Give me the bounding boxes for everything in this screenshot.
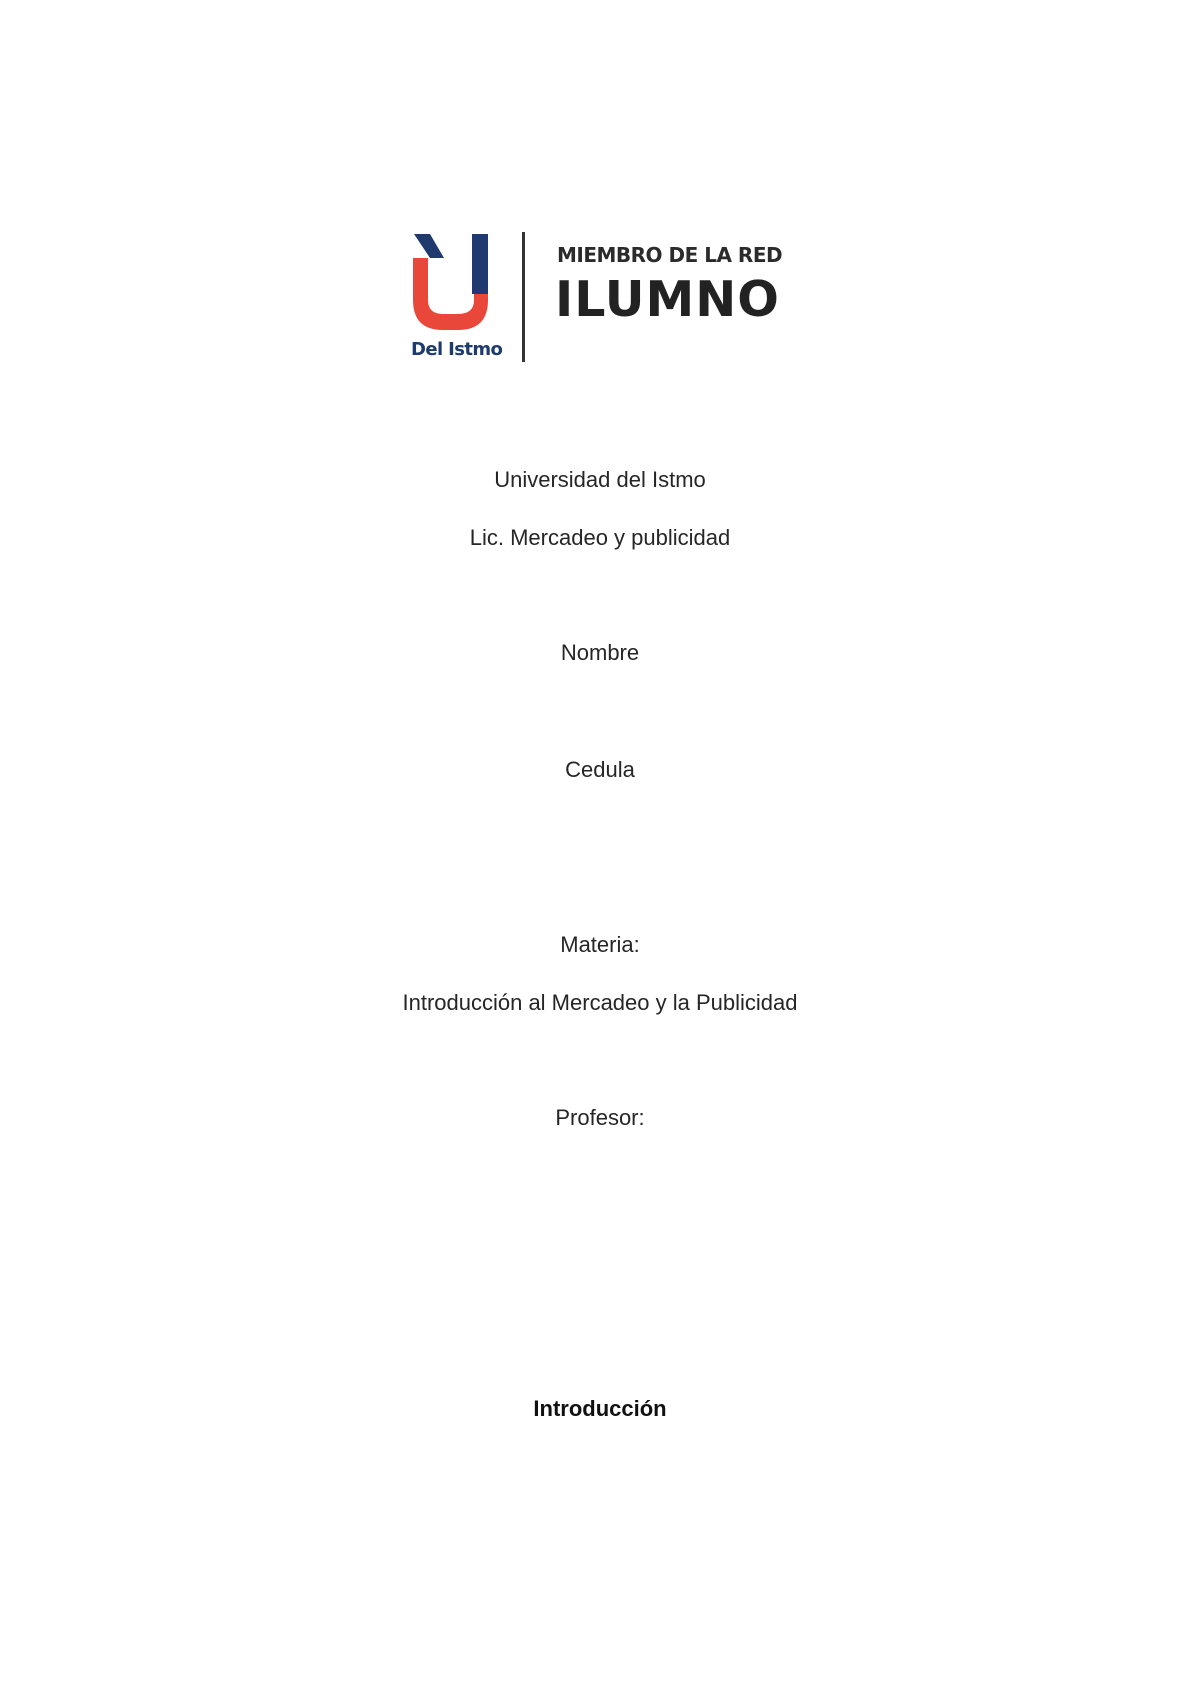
- subject-label: Materia:: [560, 932, 640, 957]
- logo-graphic: [410, 228, 800, 368]
- logo-brand: ILUMNO: [555, 271, 780, 328]
- university-name: Universidad del Istmo: [494, 467, 706, 492]
- logo-del-istmo-text: Del Istmo: [411, 339, 503, 360]
- id-label: Cedula: [565, 757, 635, 782]
- program-name: Lic. Mercadeo y publicidad: [469, 525, 731, 550]
- logo-tagline: MIEMBRO DE LA RED: [557, 243, 783, 267]
- name-label: Nombre: [560, 640, 640, 665]
- professor-label: Profesor:: [555, 1105, 645, 1130]
- subject-value: Introducción al Mercadeo y la Publicidad: [402, 990, 798, 1015]
- section-heading: Introducción: [533, 1396, 667, 1421]
- logo-divider: [522, 232, 525, 362]
- university-logo: [410, 228, 800, 368]
- u-mark-navy: [472, 234, 488, 294]
- u-mark-navy-diagonal: [414, 234, 444, 258]
